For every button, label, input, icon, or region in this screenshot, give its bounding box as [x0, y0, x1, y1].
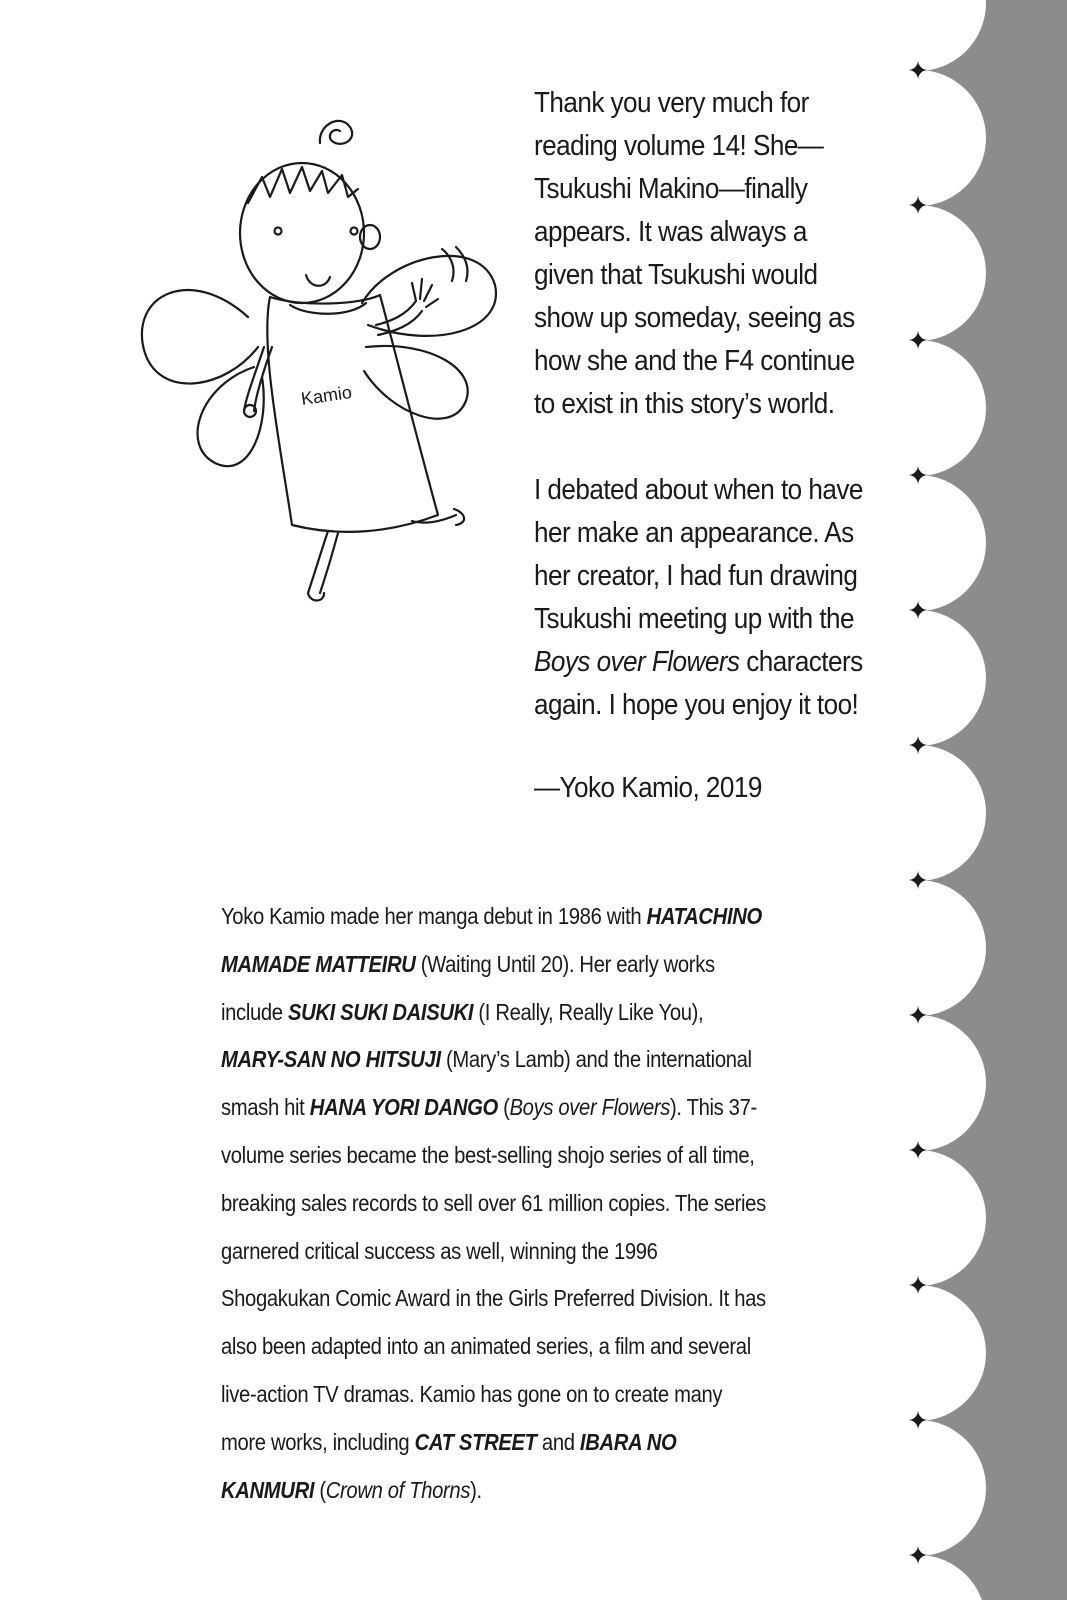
bio-text: (I Really, Really Like You), — [473, 998, 704, 1025]
sparkle-star-icon: ✦ — [907, 1001, 929, 1032]
right-foot — [454, 509, 464, 525]
bio-english-title: Crown of Thorns — [325, 1476, 471, 1503]
bio-text: (Mary’s Lamb) and the international smash hit — [221, 1046, 752, 1121]
scallop — [850, 340, 986, 476]
hair-fringe — [248, 167, 358, 203]
scallop — [850, 880, 986, 1016]
sparkle-star-icon: ✦ — [907, 1406, 929, 1437]
bio-text: and — [536, 1428, 580, 1455]
bio-title: HATACHINO MAMADE MATTEIRU — [221, 903, 762, 977]
sparkle-star-icon: ✦ — [907, 731, 929, 762]
bio-text: ( — [314, 1476, 326, 1503]
sparkle-star-icon: ✦ — [907, 56, 929, 87]
upper-left-wing — [142, 290, 258, 383]
author-message — [534, 82, 867, 810]
wing-detail-lines — [442, 247, 468, 281]
left-eye — [275, 228, 282, 235]
scallop — [850, 205, 986, 341]
hair-curl — [320, 121, 352, 144]
border-scallops — [850, 0, 986, 1600]
scallop — [850, 1015, 986, 1151]
message-p2-title: Boys over Flowers — [534, 646, 740, 678]
message-signature: —Yoko Kamio, 2019 — [534, 772, 762, 804]
bio-text: Yoko Kamio made her manga debut in 1986 with — [221, 903, 647, 929]
bio-text: ( — [497, 1094, 510, 1121]
sparkle-star-icon: ✦ — [907, 1271, 929, 1302]
message-paragraph-1: Thank you very much for reading volume 14! She—Tsukushi Makino—finally appears. It was always a given that Tsukushi would show up someday, seeing as how she and the F4 continue to exist in this story’s world. — [534, 87, 855, 420]
left-foot — [308, 593, 324, 601]
bio-title: HANA YORI DANGO — [309, 1094, 498, 1121]
scallop — [850, 475, 986, 611]
bio-text: (Waiting Until 20). Her early works include — [221, 950, 715, 1025]
scallop — [850, 745, 986, 881]
scallop — [850, 610, 986, 746]
bio-title: IBARA NO KANMURI — [221, 1428, 677, 1503]
right-eye — [351, 228, 358, 235]
scalloped-border — [907, 0, 1067, 1600]
message-p2-before: I debated about when to have her make an appearance. As her creator, I had fun drawing Tsukushi meeting up with the — [534, 474, 863, 635]
scallop — [850, 70, 986, 206]
sparkle-star-icon: ✦ — [907, 1136, 929, 1167]
sparkle-star-icon: ✦ — [907, 191, 929, 222]
sparkle-star-icon: ✦ — [907, 866, 929, 897]
bio-text: ). This 37-volume series became the best-selling shojo series of all time, breaking sales records to sell over 61 million copies. The series garnered critical success as well, winning the 1996 Shogakukan Comic Award in the Girls Preferred Division. It has also been adapted into an animated series, a film and several live-action TV dramas. Kamio has gone on to create many more works, including — [221, 1094, 766, 1455]
sparkle-star-icon: ✦ — [907, 1541, 929, 1572]
message-p2-after: characters again. I hope you enjoy it too! — [534, 646, 863, 721]
bio-title: SUKI SUKI DAISUKI — [287, 998, 474, 1025]
bio-title: MARY-SAN NO HITSUJI — [221, 1046, 441, 1073]
bio-title: CAT STREET — [414, 1428, 537, 1455]
shirt-label: Kamio — [299, 382, 354, 409]
sparkle-star-icon: ✦ — [907, 326, 929, 357]
lower-right-wing — [364, 346, 468, 419]
author-bio — [221, 893, 767, 1514]
sparkle-star-icon: ✦ — [907, 461, 929, 492]
scallop — [850, 1420, 986, 1556]
scallop — [850, 1150, 986, 1286]
bio-english-title: Boys over Flowers — [509, 1094, 671, 1121]
left-leg — [308, 531, 338, 593]
mouth — [306, 275, 330, 286]
scallop — [850, 1285, 986, 1421]
fairy-author-illustration — [130, 85, 490, 605]
sparkle-star-icon: ✦ — [907, 596, 929, 627]
bio-text: ). — [470, 1476, 482, 1503]
message-paragraph-2 — [534, 469, 867, 727]
